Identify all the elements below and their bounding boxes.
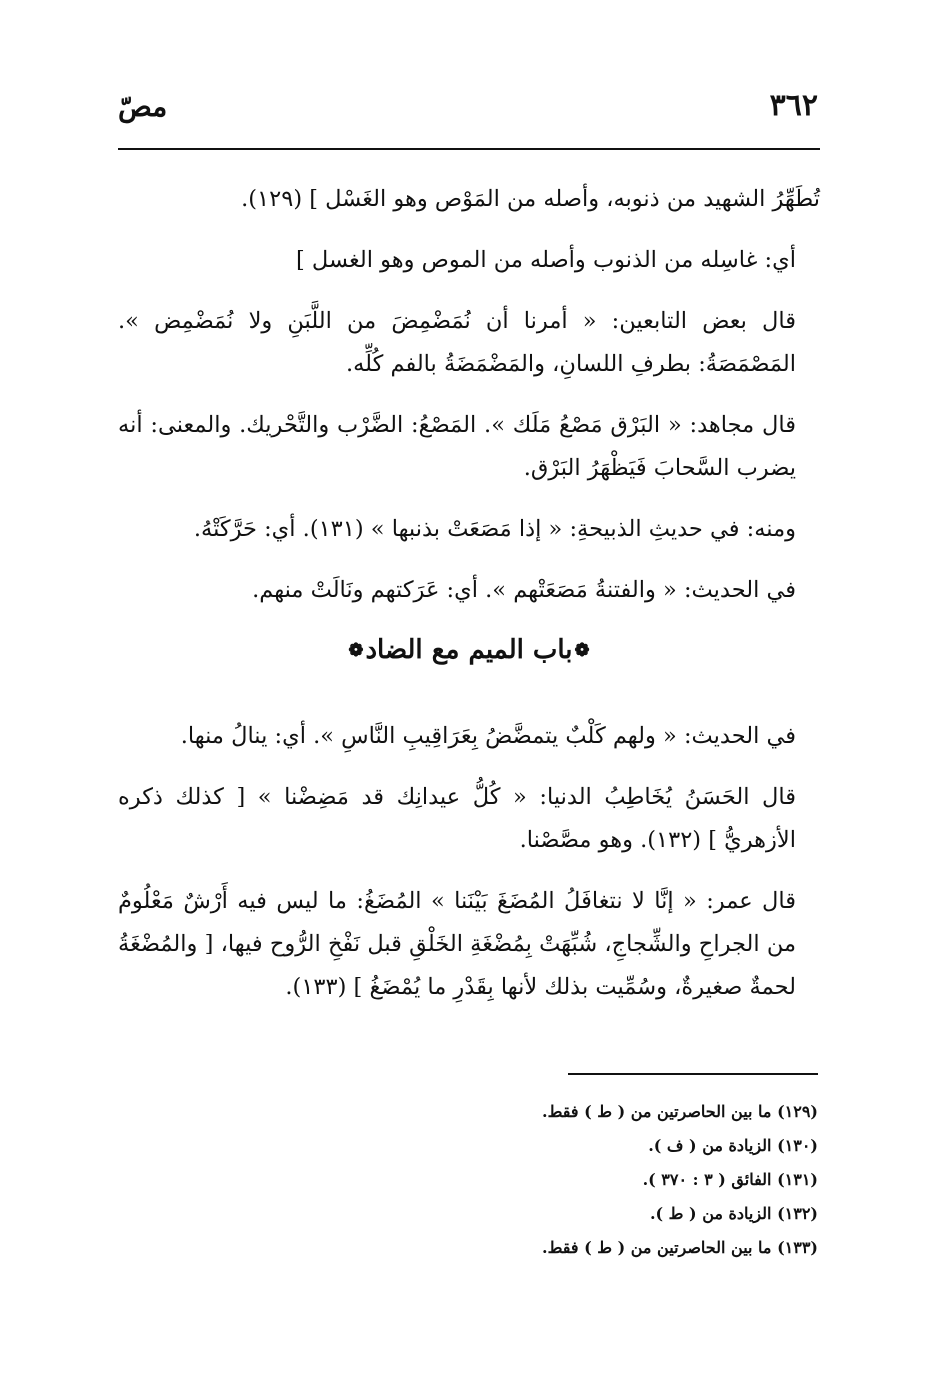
- ornament-icon: ❁: [348, 640, 364, 661]
- footnote: (١٣٣) ما بين الحاصرتين من ( ط ) فقط.: [542, 1238, 818, 1257]
- header-rule: [118, 148, 820, 150]
- running-head: مصّ: [118, 90, 168, 123]
- paragraph: قال الحَسَنُ يُخَاطِبُ الدنيا: « كُلُّ عيدانِك قد مَضِضْنا » [ كذلك ذكره الأزهريُّ ] (١٣٢). وهو مصَّصْنا.: [118, 784, 796, 853]
- paragraph: تُطَهِّرُ الشهيد من ذنوبه، وأصله من المَوْص وهو الغَسْل ] (١٢٩).: [241, 186, 820, 212]
- ornament-icon: ❁: [574, 640, 590, 661]
- page-number: ٣٦٢: [769, 88, 818, 123]
- paragraph: في الحديث: « والفتنةُ مَصَعَتْهم ». أي: عَرَكتهم ونَالَتْ منهم.: [252, 577, 796, 603]
- footnote: (١٣٢) الزيادة من ( ط ).: [649, 1204, 818, 1223]
- footnote: (١٣٠) الزيادة من ( ف ).: [648, 1136, 818, 1155]
- footnote-rule: [568, 1073, 818, 1075]
- section-title: باب الميم مع الضاد: [365, 635, 573, 665]
- paragraph: في الحديث: « ولهم كَلْبٌ يتمضَّضُ بِعَرَاقِيبِ النَّاسِ ». أي: ينالُ منها.: [180, 723, 796, 749]
- main-text: [118, 178, 820, 1027]
- section-heading: [118, 630, 820, 671]
- paragraph: أي: غاسِله من الذنوب وأصله من الموص وهو الغسل ]: [295, 247, 796, 273]
- paragraph: قال مجاهد: « البَرْق مَصْعُ مَلَك ». المَصْعُ: الضَّرْب والتَّحْريك. والمعنى: أنه يضرب السَّحابَ فَيَظْهَرُ البَرْق.: [118, 412, 796, 481]
- footnotes: [420, 1095, 818, 1265]
- paragraph: قال عمر: « إنَّا لا نتغافَلُ المُضَغَ بَيْنَنا » المُضَغُ: ما ليس فيه أَرْشٌ مَعْلُومٌ من الجراحِ والشِّجاجِ، شُبِّهَتْ بِمُضْغَةِ الخَلْقِ قبل نَفْخِ الرُّوح فيها، [ والمُضْغَةُ لحمةٌ صغيرةٌ، وسُمِّيت بذلك لأنها بِقَدْرِ ما يُمْضَغُ ] (١٣٣).: [118, 888, 796, 1000]
- footnote: (١٣١) الفائق ( ٣ : ٣٧٠ ).: [642, 1170, 818, 1189]
- footnote: (١٢٩) ما بين الحاصرتين من ( ط ) فقط.: [542, 1102, 818, 1121]
- paragraph: ومنه: في حديثِ الذبيحةِ: « إذا مَصَعَتْ بذنبها » (١٣١). أي: حَرَّكَتْهُ.: [193, 516, 796, 542]
- paragraph: قال بعض التابعين: « أمرنا أن نُمَضْمِضَ من اللَّبَنِ ولا نُمَضْمِض ». المَصْمَصَةُ: بطرفِ اللسانِ، والمَضْمَضَةُ بالفم كُلِّه.: [118, 308, 796, 377]
- page-header: [118, 88, 818, 138]
